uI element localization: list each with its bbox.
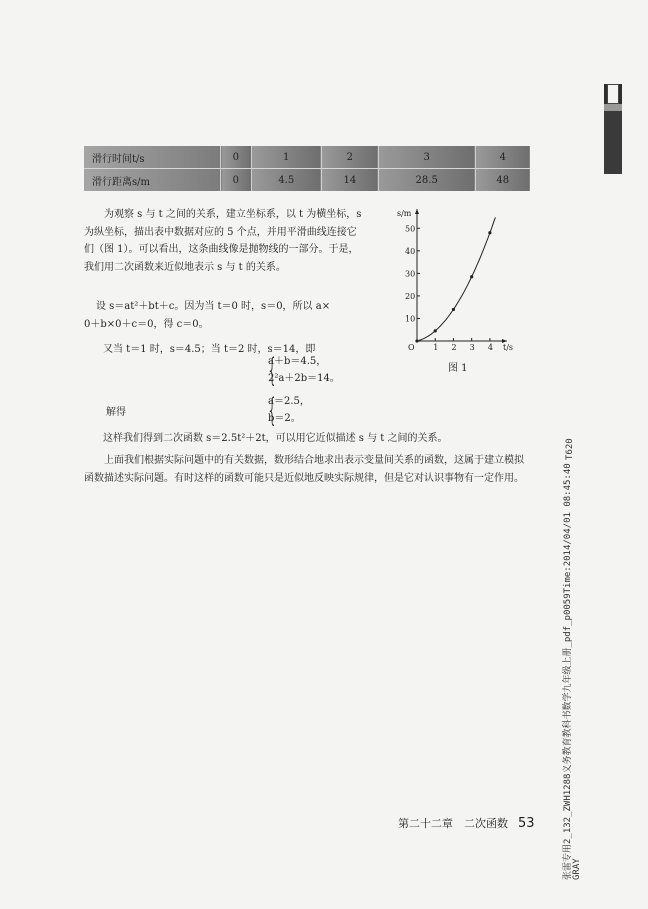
row-label-time: 滑行时间t/s: [84, 146, 221, 169]
s-cell-3: 28.5: [378, 169, 475, 192]
table-row-time: [84, 146, 530, 169]
scan-file-info: 张雷专用2_132_ZWH1288义务教育教科书数学九年级上册_pdf_p0059Time:2014/04/01 08:45:40: [563, 463, 573, 880]
x-tick-label: 4: [487, 343, 493, 352]
gray-scale-strip: [604, 84, 622, 174]
paragraph-result: 这样我们得到二次函数 s＝2.5t²＋2t，可以用它近似描述 s 与 t 之间的关系。: [103, 433, 448, 444]
table-row-distance: [84, 169, 530, 192]
scan-code: T620: [565, 438, 575, 460]
t-cell-0: 0: [221, 146, 252, 169]
t-cell-2: 2: [321, 146, 378, 169]
x-tick-label: 3: [469, 343, 475, 352]
s-cell-0: 0: [221, 169, 252, 192]
paragraph-summary: 上面我们根据实际问题中的有关数据，数形结合地求出表示变量间关系的函数，这属于建立模拟函数描述实际问题。有时这样的函数可能只是近似地反映实际规律，但是它对认识事物有一定作用。: [84, 455, 524, 484]
figure-1-graph: [395, 207, 515, 357]
curve-line: [417, 217, 495, 341]
equation-system: [268, 353, 340, 387]
paragraph-observe: 为观察 s 与 t 之间的关系，建立坐标系，以 t 为横坐标，s 为纵坐标，描出表中数据对应的 5 个点，并用平滑曲线连接它们（图 1）。可以看出，这条曲线像是抛物线的一部分。于是，我们用二次函数来近似地表示 s 与 t 的关系。: [84, 209, 362, 273]
solve-label: 解得: [106, 407, 126, 418]
x-tick-label: 2: [451, 343, 457, 352]
equation-1: a＋b＝4.5，: [268, 356, 327, 367]
data-point: [488, 231, 491, 234]
paragraph-conditions: 又当 t＝1 时，s＝4.5；当 t＝2 时，s＝14，即: [103, 344, 316, 355]
brace-symbol: {: [267, 391, 278, 429]
data-point: [452, 308, 455, 311]
graph-ticks: [405, 224, 493, 352]
equation-2: 2²a＋2b＝14。: [268, 373, 340, 384]
graph-axes: [415, 209, 507, 343]
data-point: [470, 275, 473, 278]
figure-caption: 图 1: [448, 363, 468, 374]
y-tick-label: 40: [405, 246, 416, 256]
data-point: [415, 339, 418, 342]
page-number: 53: [518, 816, 535, 831]
chapter-title: 第二十二章 二次函数: [398, 817, 508, 830]
origin-label: O: [408, 343, 415, 352]
data-point: [434, 329, 437, 332]
y-axis-label: s/m: [397, 209, 412, 218]
setup-line-1: 设 s＝at²＋bt＋c。因为当 t＝0 时，s＝0，所以 a×: [96, 301, 331, 312]
y-tick-label: 30: [405, 269, 416, 279]
y-tick-label: 20: [405, 291, 416, 301]
x-tick-label: 1: [433, 343, 439, 352]
solution-system: [268, 393, 310, 427]
data-table: [84, 146, 530, 191]
page-footer: [398, 815, 535, 831]
y-tick-label: 10: [405, 314, 416, 324]
t-cell-4: 4: [475, 146, 530, 169]
t-cell-1: 1: [251, 146, 321, 169]
solution-a: a＝2.5，: [268, 396, 310, 407]
paragraph-setup: [84, 298, 380, 333]
t-cell-3: 3: [378, 146, 475, 169]
y-axis-arrow: [415, 209, 419, 214]
setup-line-2: 0＋b×0＋c＝0，得 c＝0。: [84, 318, 209, 330]
s-cell-2: 14: [321, 169, 378, 192]
data-points: [415, 231, 491, 342]
scan-gray-label: GRAY: [572, 858, 582, 880]
s-cell-1: 4.5: [251, 169, 321, 192]
solution-b: b＝2。: [268, 413, 301, 424]
y-tick-label: 50: [405, 224, 416, 234]
row-label-distance: 滑行距离s/m: [84, 169, 221, 192]
x-axis-label: t/s: [503, 343, 514, 352]
brace-symbol: {: [267, 351, 278, 389]
s-cell-4: 48: [475, 169, 530, 192]
